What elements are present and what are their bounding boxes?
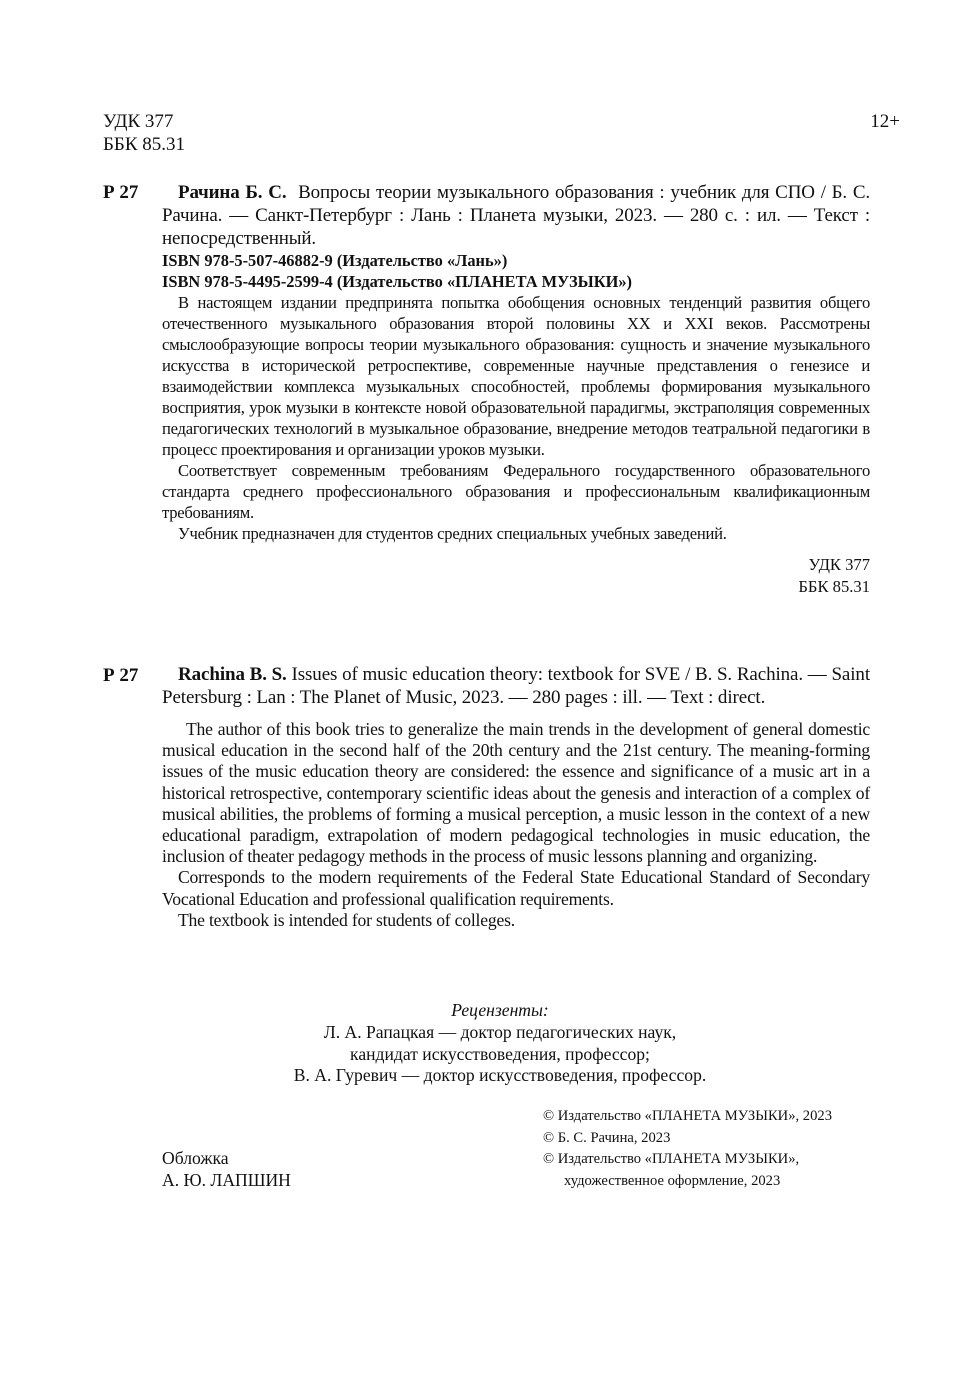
reviewers-block: [162, 1000, 838, 1087]
udk-code: УДК 377: [103, 111, 174, 132]
ru-bbk: ББК 85.31: [798, 577, 870, 596]
copyright-line: © Б. С. Рачина, 2023: [543, 1129, 671, 1146]
copyright-line: © Издательство «ПЛАНЕТА МУЗЫКИ»,: [543, 1151, 800, 1167]
ru-bib-description: Вопросы теории музыкального образования : учебник для СПО / Б. С. Рачина. — Санкт-Петербург : Лань : Планета музыки, 2023. — 280 с. : ил. — Текст : непосредственный.: [162, 182, 870, 249]
en-standard-note: Corresponds to the modern requirements of the Federal State Educational Standard of Secondary Vocational Education and professional qualification requirements.: [162, 867, 870, 909]
reviewer-line: кандидат искусствоведения, профессор;: [350, 1043, 650, 1064]
en-abstract: The author of this book tries to generalize the main trends in the development of general domestic musical education in the second half of the 20th century and the 21st century. The meaning-forming issues of the music education theory are considered: the essence and significance of a music art in a historical retrospective, contemporary scientific ideas about the genesis and interaction of a complex of musical abilities, the problems of forming a musical perception, a music lesson in the context of a new educational paradigm, extrapolation of modern pedagogical technologies in music education, the inclusion of theater pedagogy methods in the process of music lessons planning and organizing.: [162, 719, 870, 867]
ru-standard-note: Соответствует современным требованиям Федерального государственного образовательного стандарта среднего профессионального образования и профессиональным квалификационным требованиям.: [162, 461, 870, 522]
age-rating: 12+: [870, 111, 900, 132]
ru-audience-note: Учебник предназначен для студентов средних специальных учебных заведений.: [178, 524, 727, 543]
cover-label: Обложка: [162, 1148, 229, 1168]
reviewers-title: Рецензенты:: [451, 1000, 549, 1020]
header-classification: [103, 110, 185, 156]
copyright-block: [543, 1106, 832, 1192]
cover-credit: [162, 1148, 291, 1191]
ru-isbn-1: ISBN 978-5-507-46882-9 (Издательство «Лань»): [162, 251, 508, 270]
reviewer-line: Л. А. Рапацкая — доктор педагогических наук,: [323, 1021, 677, 1042]
en-audience-note: The textbook is intended for students of colleges.: [178, 909, 515, 930]
en-author: Rachina B. S.: [178, 664, 287, 685]
ru-abstract: В настоящем издании предпринята попытка обобщения основных тенденций развития общего отечественного музыкального образования второй половины XX и XXI веков. Рассмотрены смыслообразующие вопросы теории музыкального образования: сущность и значение музыкального искусства в исторической ретроспективе, современные научные представления о генезисе и взаимодействии комплекса музыкальных способностей, проблемы формирования музыкального восприятия, урок музыки в контексте новой образовательной парадигмы, экстраполяция современных педагогических технологий в музыкальное образование, внедрение методов театральной педагогики в процесс проектирования и организации уроков музыки.: [162, 293, 870, 459]
en-author-mark: Р 27: [103, 665, 139, 686]
ru-author: Рачина Б. С.: [178, 182, 287, 203]
copyright-line: художественное оформление, 2023: [564, 1172, 781, 1189]
copyright-line: © Издательство «ПЛАНЕТА МУЗЫКИ», 2023: [543, 1108, 832, 1124]
ru-author-mark: Р 27: [103, 182, 139, 203]
cover-artist: А. Ю. ЛАПШИН: [162, 1169, 291, 1190]
ru-isbn-2: ISBN 978-5-4495-2599-4 (Издательство «ПЛАНЕТА МУЗЫКИ»): [162, 272, 632, 291]
ru-udk: УДК 377: [808, 555, 870, 574]
en-bibliographic-record: [162, 664, 870, 931]
ru-bibliographic-record: [162, 181, 870, 598]
en-bib-description: Issues of music education theory: textbook for SVE / B. S. Rachina. — Saint Petersburg : Lan : The Planet of Music, 2023. — 280 pages : ill. — Text : direct.: [162, 664, 871, 708]
bbk-code: ББК 85.31: [103, 134, 185, 155]
reviewer-line: В. А. Гуревич — доктор искусствоведения, профессор.: [293, 1065, 707, 1086]
